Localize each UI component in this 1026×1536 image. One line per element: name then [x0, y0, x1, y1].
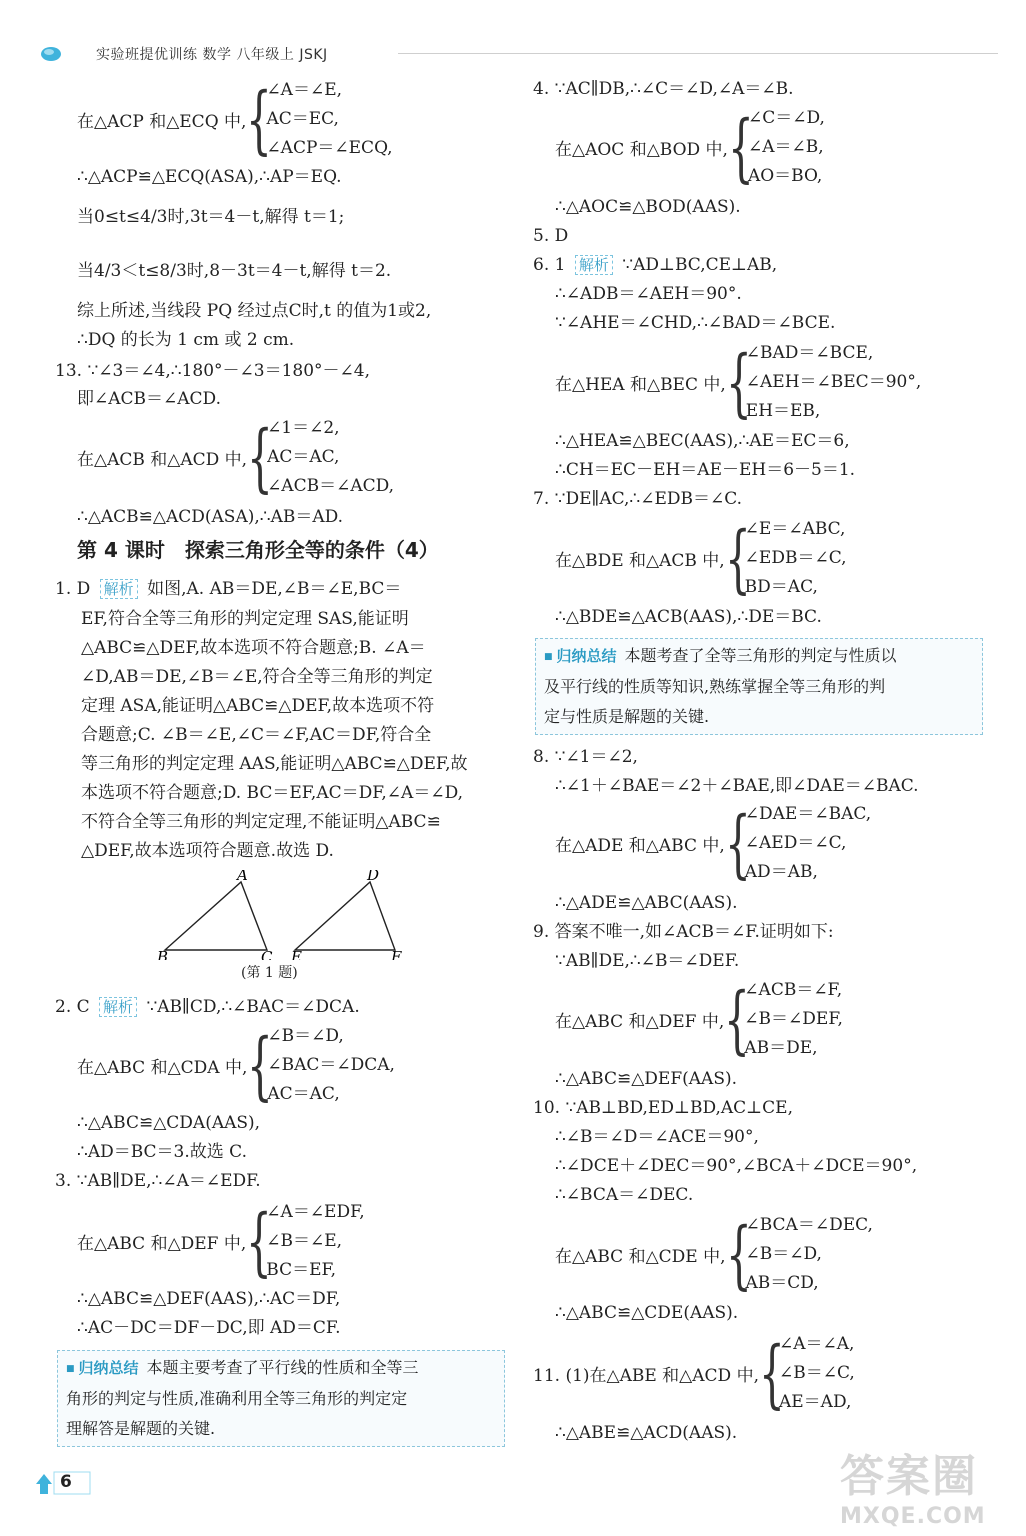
- brace: {: [724, 800, 751, 887]
- text-line: ∴∠ADB＝∠AEH＝90°.: [555, 284, 742, 304]
- watermark-url: MXQE.COM: [840, 1504, 986, 1529]
- text-line: ∵AB∥CD,∴∠BAC＝∠DCA.: [146, 997, 360, 1017]
- text-line: 即∠ACB＝∠ACD.: [77, 389, 221, 409]
- system-row: ∠ACB＝∠ACD,: [267, 476, 395, 496]
- text-line: 综上所述,当线段 PQ 经过点C时,t 的值为1或2,: [77, 301, 432, 321]
- text-line: ∴△ABE≌△ACD(AAS).: [555, 1423, 738, 1443]
- answer: 2. C: [55, 997, 90, 1017]
- summary-box: [57, 1350, 505, 1447]
- system-label: 在△ABC 和△CDA 中,: [77, 1058, 248, 1078]
- answer: 6. 1: [533, 255, 566, 275]
- text-line: 当0≤t≤4/3时,3t＝4－t,解得 t＝1;: [77, 207, 345, 227]
- question-7: 7. ∵DE∥AC,∴∠EDB＝∠C.: [533, 489, 743, 509]
- text-line: ∴△AOC≌△BOD(AAS).: [555, 197, 741, 217]
- system-row: BD＝AC,: [744, 577, 818, 597]
- text-line: 当4/3＜t≤8/3时,8－3t＝4－t,解得 t＝2.: [77, 261, 392, 281]
- system-row: ∠E＝∠ABC,: [744, 519, 846, 539]
- summary-text: 定与性质是解题的关键.: [544, 706, 710, 726]
- summary-title: ■ 归纳总结: [66, 1359, 139, 1377]
- system-row: ∠A＝∠B,: [747, 137, 824, 157]
- text-line: ∴△ACP≌△ECQ(ASA),∴AP＝EQ.: [77, 167, 342, 187]
- system-row: ∠A＝∠EDF,: [266, 1202, 365, 1222]
- system-row: ∠C＝∠D,: [747, 108, 825, 128]
- text-line: ∴AC－DC＝DF－DC,即 AD＝CF.: [77, 1318, 341, 1338]
- text-line: ∵∠AHE＝∠CHD,∴∠BAD＝∠BCE.: [555, 313, 836, 333]
- equation-system: [77, 76, 393, 163]
- text-line: △ABC≌△DEF,故本选项不符合题意;B. ∠A＝: [81, 638, 426, 658]
- figure-caption: (第 1 题): [241, 965, 298, 981]
- system-row: AD＝AB,: [744, 862, 818, 882]
- text-line: 如图,A. AB＝DE,∠B＝∠E,BC＝: [147, 579, 402, 599]
- equation-system: [77, 1198, 365, 1285]
- label-d: D: [367, 870, 380, 884]
- system-label: 在△BDE 和△ACB 中,: [555, 551, 725, 571]
- system-row: EH＝EB,: [745, 401, 821, 421]
- question-2: [55, 996, 360, 1018]
- book-logo-icon: [40, 44, 64, 62]
- header-title: 实验班提优训练 数学 八年级上 JSKJ: [96, 47, 328, 63]
- label-a: A: [237, 870, 248, 884]
- system-row: ∠AED＝∠C,: [744, 833, 847, 853]
- system-row: AC＝AC,: [267, 1084, 340, 1104]
- system-label: 在△AOC 和△BOD 中,: [555, 140, 728, 160]
- equation-system: [555, 976, 843, 1063]
- brace: {: [246, 1198, 273, 1285]
- page-header: [38, 40, 968, 70]
- summary-box: [535, 638, 983, 735]
- system-row: AC＝EC,: [266, 109, 339, 129]
- text-line: ∴△ABC≌△DEF(AAS),∴AC＝DF,: [77, 1289, 341, 1309]
- text-line: ∵AB∥DE,∴∠B＝∠DEF.: [555, 951, 740, 971]
- text-line: ∴CH＝EC－EH＝AE－EH＝6－5＝1.: [555, 460, 856, 480]
- system-row: ∠B＝∠C,: [778, 1363, 855, 1383]
- summary-title: ■ 归纳总结: [544, 647, 617, 665]
- system-label: 在△ADE 和△ABC 中,: [555, 836, 725, 856]
- text-line: ∴∠BCA＝∠DEC.: [555, 1185, 694, 1205]
- watermark-text: 答案圈: [840, 1451, 978, 1502]
- system-row: AB＝DE,: [744, 1038, 818, 1058]
- text-line: ∴△ACB≌△ACD(ASA),∴AB＝AD.: [77, 507, 344, 527]
- text-line: ∴AD＝BC＝3.故选 C.: [77, 1142, 247, 1162]
- text-line: 本选项不符合题意;D. BC＝EF,AC＝DF,∠A＝∠D,: [81, 783, 463, 803]
- system-row: AB＝CD,: [745, 1273, 819, 1293]
- question-9: 9. 答案不唯一,如∠ACB＝∠F.证明如下:: [533, 922, 834, 942]
- label-e: E: [291, 948, 302, 960]
- section-title: 第 4 课时 探索三角形全等的条件（4）: [77, 538, 439, 562]
- brace: {: [724, 515, 751, 602]
- watermark: [840, 1440, 1010, 1530]
- triangle-figure: [155, 870, 415, 990]
- text-line: ∴∠B＝∠D＝∠ACE＝90°,: [555, 1127, 759, 1147]
- system-row: ∠EDB＝∠C,: [744, 548, 847, 568]
- analysis-tag: 解析: [100, 579, 138, 599]
- analysis-tag: 解析: [99, 997, 137, 1017]
- text-line: ∵AD⊥BC,CE⊥AB,: [622, 255, 778, 275]
- label-c: C: [261, 948, 273, 960]
- brace: {: [725, 1211, 752, 1298]
- analysis-tag: 解析: [575, 255, 613, 275]
- label-f: F: [391, 948, 402, 960]
- system-label: 在△ACB 和△ACD 中,: [77, 450, 248, 470]
- brace: {: [725, 339, 752, 426]
- system-row: ∠B＝∠D,: [745, 1244, 822, 1264]
- question-6: [533, 254, 777, 276]
- system-row: ∠ACP＝∠ECQ,: [266, 138, 393, 158]
- system-row: AO＝BO,: [747, 166, 823, 186]
- brace: {: [246, 76, 273, 163]
- label-b: B: [157, 948, 169, 960]
- system-row: ∠B＝∠DEF,: [744, 1009, 843, 1029]
- text-line: ∴△ABC≌△CDE(AAS).: [555, 1303, 739, 1323]
- equation-system: [533, 1330, 855, 1417]
- system-label: 11. (1)在△ABE 和△ACD 中,: [533, 1366, 759, 1386]
- equation-system: [555, 800, 871, 887]
- text-line: ∠D,AB＝DE,∠B＝∠E,符合全等三角形的判定: [81, 667, 433, 687]
- system-row: ∠A＝∠E,: [266, 80, 343, 100]
- equation-system: [77, 414, 394, 501]
- system-row: ∠BAD＝∠BCE,: [745, 343, 874, 363]
- system-row: ∠BCA＝∠DEC,: [745, 1215, 873, 1235]
- page-number-badge: [34, 1470, 92, 1496]
- text-line: ∴∠DCE＋∠DEC＝90°,∠BCA＋∠DCE＝90°,: [555, 1156, 918, 1176]
- system-row: BC＝EF,: [266, 1260, 337, 1280]
- triangle-abc: [165, 882, 267, 950]
- summary-text: 本题主要考查了平行线的性质和全等三: [146, 1358, 419, 1377]
- summary-text: 理解答是解题的关键.: [66, 1418, 216, 1438]
- question-3: 3. ∵AB∥DE,∴∠A＝∠EDF.: [55, 1171, 261, 1191]
- equation-system: [555, 104, 825, 191]
- system-row: ∠ACB＝∠F,: [744, 980, 843, 1000]
- summary-text: 及平行线的性质等知识,熟练掌握全等三角形的判: [544, 676, 886, 696]
- text-line: 合题意;C. ∠B＝∠E,∠C＝∠F,AC＝DF,符合全: [81, 725, 432, 745]
- text-line: 等三角形的判定定理 AAS,能证明△ABC≌△DEF,故: [81, 754, 468, 774]
- text-line: △DEF,故本选项符合题意.故选 D.: [81, 841, 334, 861]
- text-line: 定理 ASA,能证明△ABC≌△DEF,故本选项不符: [81, 696, 435, 716]
- equation-system: [77, 1022, 395, 1109]
- brace: {: [727, 104, 754, 191]
- system-label: 在△ABC 和△CDE 中,: [555, 1247, 726, 1267]
- text-line: ∴△BDE≌△ACB(AAS),∴DE＝BC.: [555, 607, 822, 627]
- equation-system: [555, 1211, 873, 1298]
- system-row: ∠AEH＝∠BEC＝90°,: [745, 372, 922, 392]
- text-line: ∴DQ 的长为 1 cm 或 2 cm.: [77, 330, 295, 350]
- summary-text: 本题考查了全等三角形的判定与性质以: [624, 646, 897, 665]
- summary-text: 角形的判定与性质,准确利用全等三角形的判定定: [66, 1388, 408, 1408]
- question-1: [55, 578, 401, 600]
- brace: {: [247, 414, 273, 501]
- question-10: 10. ∵AB⊥BD,ED⊥BD,AC⊥CE,: [533, 1098, 793, 1118]
- text-line: ∴△HEA≌△BEC(AAS),∴AE＝EC＝6,: [555, 431, 850, 451]
- system-label: 在△ACP 和△ECQ 中,: [77, 112, 247, 132]
- equation-system: [555, 339, 921, 426]
- answer: 1. D: [55, 579, 91, 599]
- system-row: ∠BAC＝∠DCA,: [267, 1055, 395, 1075]
- text-line: ∴∠1＋∠BAE＝∠2＋∠BAE,即∠DAE＝∠BAC.: [555, 776, 919, 796]
- page-number: 6: [60, 1472, 72, 1492]
- system-label: 在△ABC 和△DEF 中,: [77, 1234, 247, 1254]
- system-label: 在△ABC 和△DEF 中,: [555, 1012, 725, 1032]
- brace: {: [724, 976, 751, 1063]
- triangles-svg: [155, 870, 415, 960]
- system-row: ∠B＝∠D,: [267, 1026, 344, 1046]
- system-row: ∠A＝∠A,: [778, 1334, 855, 1354]
- system-row: ∠DAE＝∠BAC,: [744, 804, 872, 824]
- system-row: AC＝AC,: [267, 447, 340, 467]
- question-5: 5. D: [533, 226, 569, 246]
- system-label: 在△HEA 和△BEC 中,: [555, 375, 726, 395]
- question-8: 8. ∵∠1＝∠2,: [533, 747, 638, 767]
- text-line: EF,符合全等三角形的判定定理 SAS,能证明: [81, 609, 409, 629]
- equation-system: [555, 515, 847, 602]
- brace: {: [758, 1330, 785, 1417]
- triangle-def: [295, 882, 395, 950]
- brace: {: [247, 1022, 274, 1109]
- system-row: ∠B＝∠E,: [266, 1231, 343, 1251]
- question-4: 4. ∵AC∥DB,∴∠C＝∠D,∠A＝∠B.: [533, 79, 794, 99]
- system-row: ∠1＝∠2,: [267, 418, 340, 438]
- system-row: AE＝AD,: [778, 1392, 852, 1412]
- text-line: ∴△ABC≌△CDA(AAS),: [77, 1113, 261, 1133]
- question-13: 13. ∵∠3＝∠4,∴180°－∠3＝180°－∠4,: [55, 361, 371, 381]
- text-line: ∴△ADE≌△ABC(AAS).: [555, 893, 738, 913]
- header-rule: [398, 53, 998, 54]
- text-line: 不符合全等三角形的判定定理,不能证明△ABC≌: [81, 812, 441, 832]
- text-line: ∴△ABC≌△DEF(AAS).: [555, 1069, 738, 1089]
